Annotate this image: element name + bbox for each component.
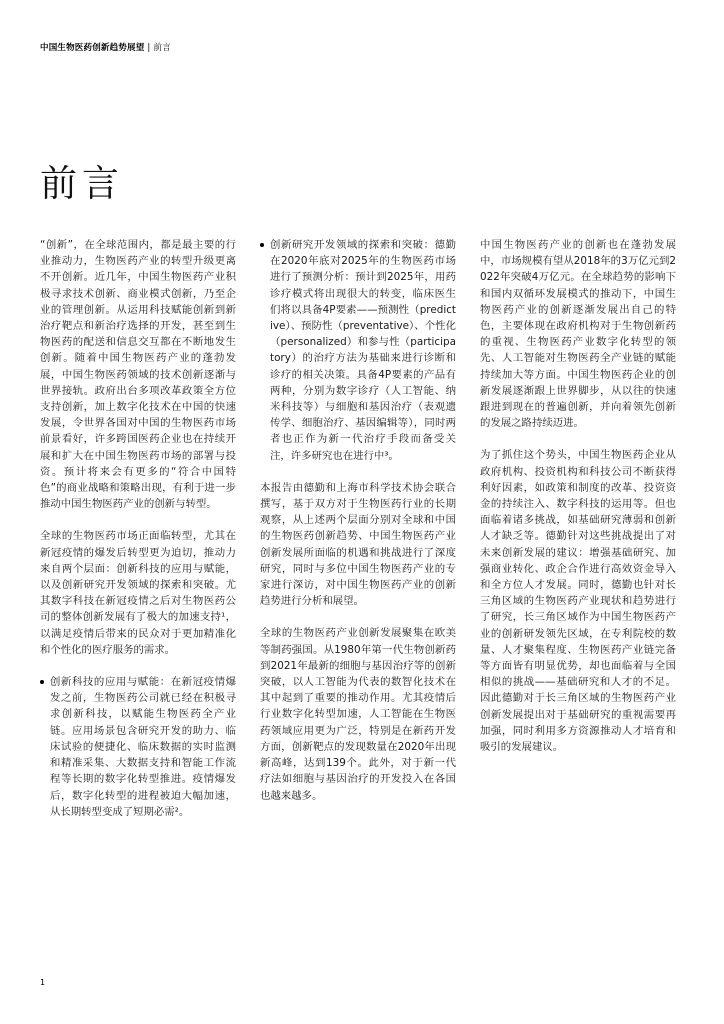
page-title: 前言 [40, 162, 124, 205]
header-section: 前言 [153, 43, 171, 53]
column-3 [480, 237, 676, 771]
paragraph: 中国生物医药产业的创新也在蓬勃发展中，市场规模有望从2018年的3万亿元到2022年突破4万亿元。在全球趋势的影响下和国内双循环发展模式的推动下，中国生物医药产业的创新逐渐发展出自己的特色，主要体现在政府机构对于生物创新药的重视、生物医药产业数字化转型的领先、人工智能对生物医药全产业链的赋能持续加大等方面。中国生物医药企业的创新发展逐渐跟上世界脚步，从以往的快速跟进到现在的普遍创新，并向着领先创新的发展之路持续迈进。 [480, 239, 676, 430]
page-number: 1 [40, 978, 46, 987]
report-title: 中国生物医药创新趋势展望 [40, 43, 145, 53]
paragraph: 全球的生物医药市场正面临转型，尤其在新冠疫情的爆发后转型更为迫切，推动力来自两个层面：创新科技的应用与赋能，以及创新研究开发领域的探索和突破。尤其数字科技在新冠疫情之后对生物医药公司的整体创新发展有了极大的加速支持¹，以满足疫情后带来的民众对于更加精准化和个性化的医疗服务的需求。 [40, 530, 236, 656]
running-header [40, 41, 171, 53]
bullet-item: 创新研究开发领域的探索和突破：德勤在2020年底对2025年的生物医药市场进行了预测分析：预计到2025年，用药诊疗模式将出现很大的转变，临床医生们将以具备4P要素——预测性（predictive）、预防性（preventative）、个性化（personalized）和参与性（participatory）的治疗方法为基础来进行诊断和诊疗的相关决策。具备4P要素的产品有两种，分别为数字诊疗（人工智能、纳米科技等）与细胞和基因治疗（表观遗传学、细胞治疗、基因编辑等），同时两者也正作为新一代治疗手段而备受关注，许多研究也在进行中³。 [260, 237, 456, 464]
paragraph: “创新”，在全球范围内，都是最主要的行业推动力，生物医药产业的转型升级更离不开创新。近几年，中国生物医药产业积极寻求技术创新、商业模式创新，乃至企业的管理创新。从运用科技赋能创新到新治疗靶点和新治疗选择的开发，甚至到生物医药的配送和信息交互都在不断地发生创新。随着中国生物医药产业的蓬勃发展，中国生物医药领域的技术创新逐渐与世界接轨。政府出台多项改革政策全方位支持创新，加上数字化技术在中国的快速发展，令世界各国对中国的生物医药市场前景看好，许多跨国医药企业也在持续开展和扩大在中国生物医药市场的部署与投资。预计将来会有更多的“符合中国特色”的商业战略和策略出现，有利于进一步推动中国生物医药产业的创新与转型。 [40, 239, 236, 511]
paragraph: 本报告由德勤和上海市科学技术协会联合撰写，基于双方对于生物医药行业的长期观察，从上述两个层面分别对全球和中国的生物医药创新趋势、中国生物医药产业创新发展所面临的机遇和挑战进行了深度研究，同时与多位中国生物医药产业的专家进行深访，对中国生物医药产业的创新趋势进行分析和展望。 [260, 481, 456, 608]
paragraph: 为了抓住这个势头，中国生物医药企业从政府机构、投资机构和科技公司不断获得利好因素，如政策和制度的改革、投资资金的持续注入、数字科技的运用等。但也面临着诸多挑战，如基础研究薄弱和创新人才缺乏等。德勤针对这些挑战提出了对未来创新发展的建议：增强基础研究、加强商业转化、政企合作进行高效资金导入和全方位人才发展。同时，德勤也针对长三角区域的生物医药产业现状和趋势进行了研究，长三角区域作为中国生物医药产业的创新研发领先区域，在专利院校的数量、人才聚集程度、生物医药产业链完备等方面皆有明显优势，却也面临着与全国相似的挑战——基础研究和人才的不足。因此德勤对于长三角区域的生物医药产业创新发展提出对于基础研究的重视需要再加强，同时利用多方资源推动人才培育和吸引的发展建议。 [480, 449, 676, 754]
bullet-item: 创新科技的应用与赋能：在新冠疫情爆发之前，生物医药公司就已经在积极寻求创新科技，以赋能生物医药全产业链。应用场景包含研究开发的助力、临床试验的便捷化、临床数据的实时监测和精准采集、大数据支持和智能工作流程等长期的数字化转型推进。疫情爆发后，数字化转型的进程被迫大幅加速，从长期转型变成了短期必需²。 [40, 674, 236, 820]
header-separator: | [147, 43, 151, 53]
column-2 [260, 237, 456, 820]
column-1 [40, 237, 236, 836]
paragraph: 全球的生物医药产业创新发展聚集在欧美等制药强国。从1980年第一代生物创新药到2021年最新的细胞与基因治疗等的创新突破，以人工智能为代表的数智化技术在其中起到了重要的推动作用。尤其疫情后行业数字化转型加速，人工智能在生物医药领域应用更为广泛，特别是在新药开发方面，创新靶点的发现数量在2020年出现新高峰，达到139个。此外，对于新一代疗法如细胞与基因治疗的开发投入在各国也越来越多。 [260, 627, 456, 802]
